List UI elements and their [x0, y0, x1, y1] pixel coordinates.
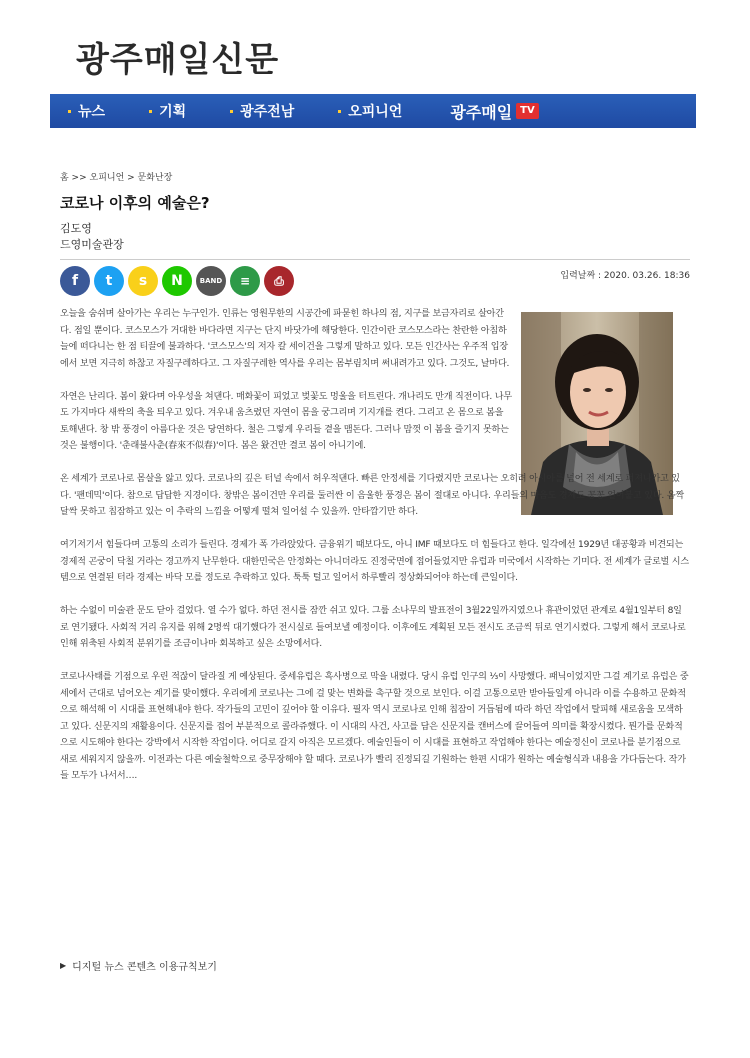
nav-item-label: 뉴스: [78, 104, 106, 120]
band-icon: BAND: [199, 277, 223, 285]
kakaostory-icon: s: [138, 273, 148, 289]
nav-item-region[interactable]: [230, 101, 294, 121]
tv-label: 광주매일: [450, 102, 513, 122]
article-title: 코로나 이후의 예술은?: [60, 194, 210, 212]
nav-item-label: 기획: [159, 104, 187, 120]
bullet-icon: [149, 110, 152, 113]
publish-date: 입력날짜 : 2020. 03.26. 18:36: [560, 271, 690, 281]
bullet-icon: [338, 110, 341, 113]
facebook-icon: f: [71, 273, 79, 289]
nav-item-label: 광주전남: [240, 104, 295, 120]
nav-item-label: 오피니언: [348, 104, 403, 120]
article-paragraph: 하는 수없이 미술관 문도 닫아 걸었다. 열 수가 없다. 하던 전시를 잠깐 쉬고 있다. 그룹 소나무의 발표전이 3월22일까지였으나 휴관이었던 관계로 4월1일부터 8일로 연기됐다. 사회적 거리 유지를 위해 2명씩 대기했다가 전시실로 들여보낼 예정이다. 이후에도 계획된 모든 전시도 조금씩 뒤로 연기시켰다. 그렇게 해서 코로나로 인해 위축된 사회적 분위기를 조금이나마 회복하고 싶은 소망에서다.: [60, 606, 686, 649]
digital-news-rules-link[interactable]: [60, 958, 217, 973]
article-paragraph: 코로나사태를 기점으로 우린 적잖이 달라질 게 예상된다. 중세유럽은 흑사병으로 막을 내렸다. 당시 유럽 인구의 ⅓이 사망했다. 패닉이었지만 그걸 계기로 유럽은 중세에서 근대로 넘어오는 계기를 맞이했다. 우리에게 코로나는 그에 걸 맞는 변화를 촉구할 것으로 보인다. 이걸 고통으로만 받아들일게 아니라 이를 수용하고 문화적으로 해석해 이 시대를 표현해내야 한다. 작가들의 고민이 깊어야 할 이유다. 필자 역시 코로나로 인해 칩잠이 거듭됨에 따라 하던 작업에서 탈피해 새로움을 모색하고 있다. 신문지의 재활용이다. 신문지를 접어 부분적으로 콜라쥬했다. 이 시대의 사건, 사고를 담은 신문지를 캔버스에 끌어들여 의미를 확장시켰다. 뭔가를 문화적으로 시도해야 한다는 강박에서 시작한 작업이다. 어디로 갈지 아직은 모르겠다. 예술인들이 이 시대를 표현하고 작업해야 한다는 예술정신이 코로나를 분기점으로 새로 세워지지 않을까. 이전과는 다른 예술철학으로 중무장해야 할 때다. 코로나가 빨리 진정되길 기원하는 한편 시대가 원하는 예술형식과 내용을 가다듬는다. 작가들 모두가 나서서….: [60, 672, 689, 781]
breadcrumb[interactable]: 홈 >> 오피니언 > 문화난장: [60, 173, 173, 183]
facebook-share-button[interactable]: [60, 266, 90, 296]
tv-badge: TV: [516, 103, 539, 119]
twitter-share-button[interactable]: [94, 266, 124, 296]
list-icon: ≡: [239, 274, 251, 288]
naver-icon: N: [171, 273, 183, 289]
divider: [60, 259, 690, 260]
nav-item-news[interactable]: [68, 101, 105, 121]
kakaostory-share-button[interactable]: [128, 266, 158, 296]
footer-link-label: 디지털 뉴스 콘텐츠 이용규칙보기: [72, 962, 217, 973]
article-author-title: 드영미술관장: [60, 238, 124, 251]
article-body: [60, 306, 690, 801]
masthead-title: 광주매일신문: [76, 40, 280, 80]
article-list-button[interactable]: [230, 266, 260, 296]
bullet-icon: [68, 110, 71, 113]
masthead-logo[interactable]: [76, 38, 279, 82]
naver-share-button[interactable]: [162, 266, 192, 296]
share-buttons: [60, 266, 298, 296]
printer-icon: ⎙: [274, 273, 284, 288]
article-author: 김도영: [60, 222, 92, 235]
twitter-icon: t: [105, 273, 113, 289]
main-navigation: [50, 94, 696, 128]
article-paragraph: 온 세계가 코로나로 몸살을 앓고 있다. 코로나의 깊은 터널 속에서 허우적댄다. 빠른 안정세를 기다렸지만 코로나는 오히려 아시아를 넘어 전 세계로 퍼져나가고 있다. '팬데믹'이다. 참으로 답답한 지경이다. 창밖은 봄이건만 우리를 둘러싼 이 음울한 풍경은 봄이 절대로 아니다. 우리들의 마음도 경제도 꽁꽁 얼어붙고 있다. 옴짝달싹 못하고 칩잠하고 있는 이 추락의 느낌을 어떻게 떨쳐 일어설 수 있을까. 안타깝기만 하다.: [60, 474, 684, 517]
nav-item-feature[interactable]: [149, 101, 186, 121]
print-button[interactable]: [264, 266, 294, 296]
band-share-button[interactable]: [196, 266, 226, 296]
article-paragraph: 여기저기서 힘들다며 고통의 소리가 들린다. 경제가 폭 가라앉았다. 금융위기 때보다도, 아니 IMF 때보다도 더 힘들다고 한다. 일각에선 1929년 대공황과 비견되는 경제적 곤궁이 닥칠 거라는 경고까지 난무한다. 대한민국은 안정화는 아니더라도 진정국면에 접어들었지만 유럽과 미국에서 시작하는 기미다. 전 세계가 글로벌 시스템으로 연결된 터라 경제는 바닥 모를 정도로 추락하고 있다. 툭툭 털고 일어서 하루빨리 정상화되어야 하는데 큰일이다.: [60, 540, 689, 583]
article-paragraph: 자연은 난리다. 봄이 왔다며 아우성을 쳐댄다. 매화꽃이 피었고 벚꽃도 멍울을 터트린다. 개나리도 만개 직전이다. 나무도 가지마다 새싹의 축을 틔우고 있다. 겨우내 움츠렸던 자연이 몸을 궁그리며 기지개를 켠다. 그리고 온 몸으로 봄을 토해낸다. 창 밖 풍경이 아름다운 것은 당연하다. 철은 그렇게 우리들 곁을 맴돈다. 그러나 맘껏 이 봄을 즐기지 못하는 것은 불행이다. '춘래불사춘(春來不似春)'이다. 봄은 왔건만 결코 봄이 아니기에.: [60, 391, 512, 451]
bullet-icon: [230, 110, 233, 113]
article-paragraph: 오늘을 숨쉬며 살아가는 우리는 누구인가. 인류는 영원무한의 시공간에 파묻힌 하나의 점, 지구를 보금자리로 살아간다. 점일 뿐이다. 코스모스가 거대한 바다라면 지구는 단지 바닷가에 해당한다. 인간이란 코스모스라는 찬란한 아침하늘에 떠다니는 한 점 티끌에 불과하다. '코스모스'의 저자 칼 세이건을 그렇게 말하고 있다. 모든 인간사는 우주적 입장에서 보면 지극히 하찮고 자질구레하다고. 그 자질구레한 역사를 우리는 몸부림치며 써내려가고 있다. 그것도, 날마다.: [60, 309, 510, 369]
nav-item-opinion[interactable]: [338, 101, 402, 121]
triangle-right-icon: ▶: [60, 961, 67, 970]
nav-item-tv[interactable]: [450, 100, 538, 123]
